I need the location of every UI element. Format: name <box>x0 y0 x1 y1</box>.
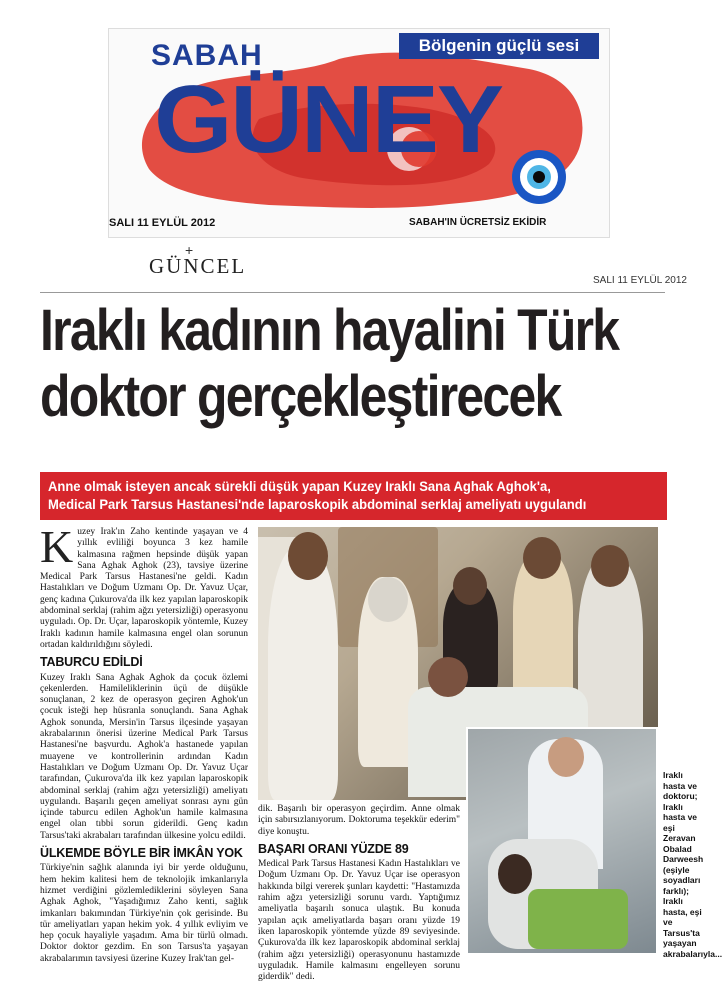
article-paragraph-4: dik. Başarılı bir operasyon geçirdim. Anne olmak için sabırsızlanıyorum. Doktoruma teşekkür ederim" diye konuştu. <box>258 804 460 837</box>
masthead-date: SALI 11 EYLÜL 2012 <box>109 217 216 229</box>
summary-line-1: Anne olmak isteyen ancak sürekli düşük yapan Kuzey Iraklı Sana Aghak Aghok'a, <box>48 478 551 494</box>
subhead-taburcu: TABURCU EDİLDİ <box>40 655 143 670</box>
subhead-basari: BAŞARI ORANI YÜZDE 89 <box>258 841 409 856</box>
section-divider <box>40 292 665 293</box>
summary-line-2: Medical Park Tarsus Hastanesi'nde laparoskopik abdominal serklaj ameliyatı uygulandı <box>48 496 587 512</box>
article-paragraph-5: Medical Park Tarsus Hastanesi Kadın Hastalıkları ve Doğum Uzmanı Op. Dr. Yavuz Uçar ise operasyon hakkında bilgi vererek şunları kaydetti: "Hastamızda rahim ağzı yetersizliği sorunu vardı. Yaptığımız ameliyatla başarılı sonuca ulaştık. Bu konuda yapılan açık ameliyatlarda başarı oranı yüzde 19 iken laparoskopik yöntemde yüzde 89 seviyesinde. Çukurova'da ilk kez laparoskopik abdominal serklaj (rahim ağzı yetersizliği) operasyonunu hastamızde uyguladık. Hamile kalmasını engelleyen sorunu giderdik" dedi. <box>258 859 460 983</box>
section-plus-mark: + <box>185 242 194 258</box>
section-label: GÜNCEL <box>149 254 247 278</box>
headline-line-1: Iraklı kadının hayalini Türk <box>40 298 619 363</box>
masthead <box>108 28 610 238</box>
brand-name-large: GÜNEY <box>154 66 502 173</box>
page-date: SALI 11 EYLÜL 2012 <box>593 275 687 286</box>
article-column-middle <box>258 804 460 984</box>
masthead-tagline: SABAH'IN ÜCRETSİZ EKİDİR <box>409 217 547 228</box>
photo-caption: Iraklı hasta ve doktoru; Iraklı hasta ve eşi Zeravan Obalad Darweesh (eşiyle soyadları farklı); Iraklı hasta, eşi ve Tarsus'ta yaşayan akrabalarıyla... <box>663 770 722 959</box>
summary-banner <box>40 472 667 520</box>
article-column-left <box>40 521 248 966</box>
article-paragraph-2: Kuzey Iraklı Sana Aghak Aghok da çocuk özlemi çekenlerden. Hamileliklerinin üçü de düşükle sonuçlanan, 2 kez de operasyon geçiren Aghok'un çocuk isteği hep hüsranla sonuçlandı. Sana Aghak Aghok sonunda, Mersin'in Tarsus ilçesinde yaşayan akrabalarının önerisi üzerine Medical Park Tarsus Hastanesi'ne başvurdu. Aghok'a hastanede yapılan muayene ve kontrollerinin ardından Kadın Hastalıkları ve Doğum Uzmanı Op. Dr. Yavuz Uçar tarafından, Çukurova'da ilk kez yapılan laparoskopik abdominal serklaj (rahim ağzı yetersizliği) ameliyatı uygulandı. Başarılı geçen ameliyat sonrası aynı gün içinde taburcu edilen Aghok'un hamile kalmasına engel olan tıbbi sorun giderildi. Genç kadın Tarsus'taki akrabaları tarafından ülkesine yolcu edildi. <box>40 672 248 841</box>
subhead-ulkemde: ÜLKEMDE BÖYLE BİR İMKÂN YOK <box>40 846 243 861</box>
evil-eye-icon <box>509 147 569 207</box>
drop-cap: K <box>40 521 74 572</box>
headline <box>40 298 619 430</box>
masthead-slogan: Bölgenin güçlü sesi <box>399 33 599 59</box>
article-paragraph-3: Türkiye'nin sağlık alanında iyi bir yerde olduğunu, hem hekim kalitesi hem de teknolojik imkanlarıyla hizmet verdiğini gözlemlediklerini söyleyen Sana Aghak Aghok, "Yaşadığımız Zaho kenti, sağlık imkanları bakımından Türkiye'nin çok gerisinde. Bu tür ameliyatları yapan hekim yok. 4 yıllık evliyim ve hep çocuk hayaliyle yaşadım. Ama bir türlü olmadı. Doktor doktor gezdim. En son Tarsus'ta yaşayan akrabalarımın tavsiyesi üzerine Kuzey Irak'tan gel- <box>40 863 248 964</box>
inset-photo <box>466 727 658 955</box>
brand-name-small: SABAH <box>151 39 263 72</box>
article-intro: uzey Irak'ın Zaho kentinde yaşayan ve 4 yıllık evliliği boyunca 3 kez hamile kalmasına rağmen hepsinde düşük yapan Sana Aghak Aghok (23), tavsiye üzerine Medical Park Tarsus Hastanesi'ne geldi. Kadın Hastalıkları ve Doğum Uzmanı Op. Dr. Yavuz Uçar, genç kadına Çukurova'da ilk kez yapılan laparoskopik abdominal serklaj (rahim ağzı yetersizliği) operasyonu uyguladı. Op. Dr. Uçar, laparoskopik yöntemle, Kuzey Iraklı kadının hamile kalmasına engel olan sorunun ortadan kaldırıldığını söyledi. <box>40 527 248 650</box>
headline-line-2: doktor gerçekleştirecek <box>40 364 561 429</box>
